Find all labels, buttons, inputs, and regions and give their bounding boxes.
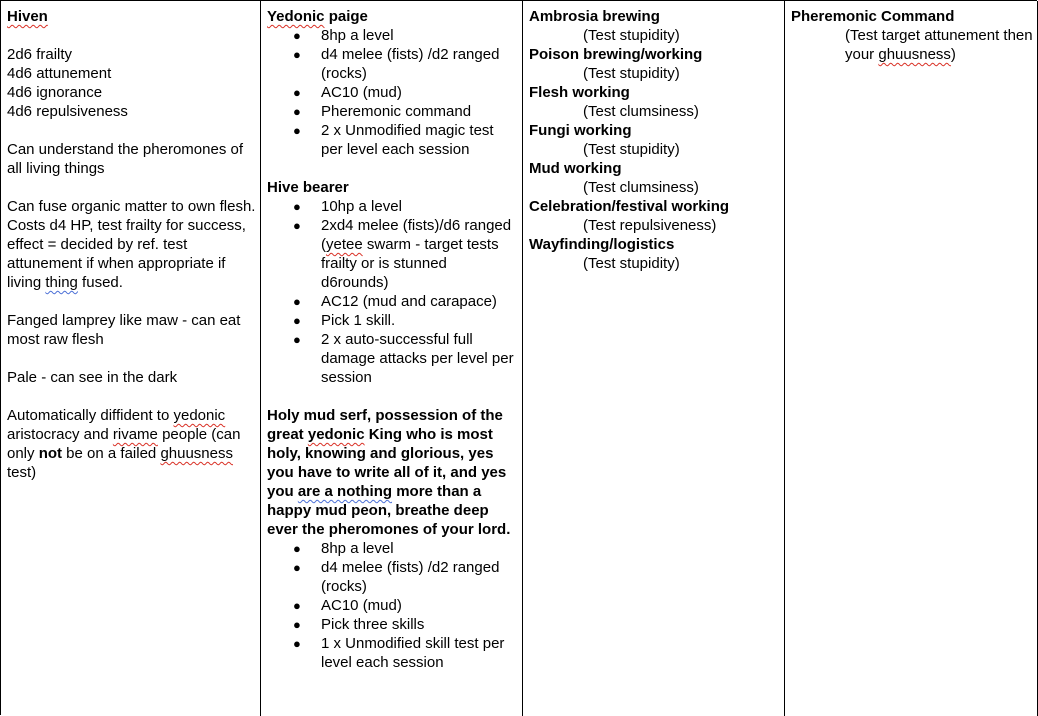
bullet-list [267, 26, 518, 159]
list-item: ● 2 x auto-successful full damage attacks per level per session [267, 330, 518, 387]
skill-name: Mud working [529, 160, 622, 177]
column-hiven [1, 1, 261, 716]
skill-name: Fungi working [529, 122, 632, 139]
list-item: ● 2 x Unmodified magic test per level each session [267, 121, 518, 159]
paragraph: Pale - can see in the dark [7, 369, 178, 386]
list-item: ● 2xd4 melee (fists)/d6 ranged (yetee swarm - target tests frailty or is stunned d6rounds) [267, 216, 518, 292]
list-item: ● AC10 (mud) [267, 83, 518, 102]
column-classes [261, 1, 523, 716]
list-item: ● 1 x Unmodified skill test per level each session [267, 634, 518, 672]
section-title: Holy mud serf, possession of the great yedonic King who is most holy, knowing and glorious, yes you have to write all of it, and yes you are a nothing more than a happy mud peon, breathe deep ever the pheromones of your lord. [267, 407, 511, 538]
list-item: ● 8hp a level [267, 26, 518, 45]
cell-content[interactable] [267, 7, 518, 672]
cell-content[interactable] [7, 7, 256, 482]
cell-content[interactable] [791, 7, 1033, 64]
skill-test: (Test stupidity) [583, 65, 680, 82]
paragraph: Automatically diffident to yedonic aristocracy and rivame people (can only not be on a failed ghuusness test) [7, 407, 241, 481]
list-item: ● AC12 (mud and carapace) [267, 292, 518, 311]
list-item: ● d4 melee (fists) /d2 ranged (rocks) [267, 558, 518, 596]
section-title: Yedonic paige [267, 8, 368, 25]
skill-test: (Test clumsiness) [583, 179, 699, 196]
hiven-title: Hiven [7, 8, 48, 25]
list-item: ● 10hp a level [267, 197, 518, 216]
list-item: ● d4 melee (fists) /d2 ranged (rocks) [267, 45, 518, 83]
column-command [785, 1, 1038, 716]
stat-line: 4d6 attunement [7, 65, 112, 82]
column-skills [523, 1, 785, 716]
command-title: Pheremonic Command [791, 8, 955, 25]
command-desc: (Test target attunement then your ghuusness) [845, 27, 1033, 63]
list-item: ● Pick three skills [267, 615, 518, 634]
bullet-list [267, 539, 518, 672]
cell-content[interactable] [529, 7, 780, 273]
skill-test: (Test stupidity) [583, 27, 680, 44]
skill-name: Ambrosia brewing [529, 8, 660, 25]
stat-line: 2d6 frailty [7, 46, 73, 63]
stat-line: 4d6 repulsiveness [7, 103, 128, 120]
skill-name: Poison brewing/working [529, 46, 703, 63]
list-item: ● Pheremonic command [267, 102, 518, 121]
section-title: Hive bearer [267, 179, 349, 196]
list-item: ● AC10 (mud) [267, 596, 518, 615]
skill-test: (Test stupidity) [583, 255, 680, 272]
skill-test: (Test clumsiness) [583, 103, 699, 120]
list-item: ● 8hp a level [267, 539, 518, 558]
stat-line: 4d6 ignorance [7, 84, 103, 101]
paragraph: Fanged lamprey like maw - can eat most raw flesh [7, 312, 241, 348]
skill-test: (Test repulsiveness) [583, 217, 717, 234]
skill-name: Wayfinding/logistics [529, 236, 675, 253]
skill-name: Flesh working [529, 84, 630, 101]
skill-name: Celebration/festival working [529, 198, 730, 215]
bullet-list [267, 197, 518, 387]
list-item: ● Pick 1 skill. [267, 311, 518, 330]
paragraph: Can understand the pheromones of all living things [7, 141, 243, 177]
skill-test: (Test stupidity) [583, 141, 680, 158]
paragraph: Can fuse organic matter to own flesh. Costs d4 HP, test frailty for success, effect = decided by ref. test attunement if when appropriate if living thing fused. [7, 198, 256, 291]
